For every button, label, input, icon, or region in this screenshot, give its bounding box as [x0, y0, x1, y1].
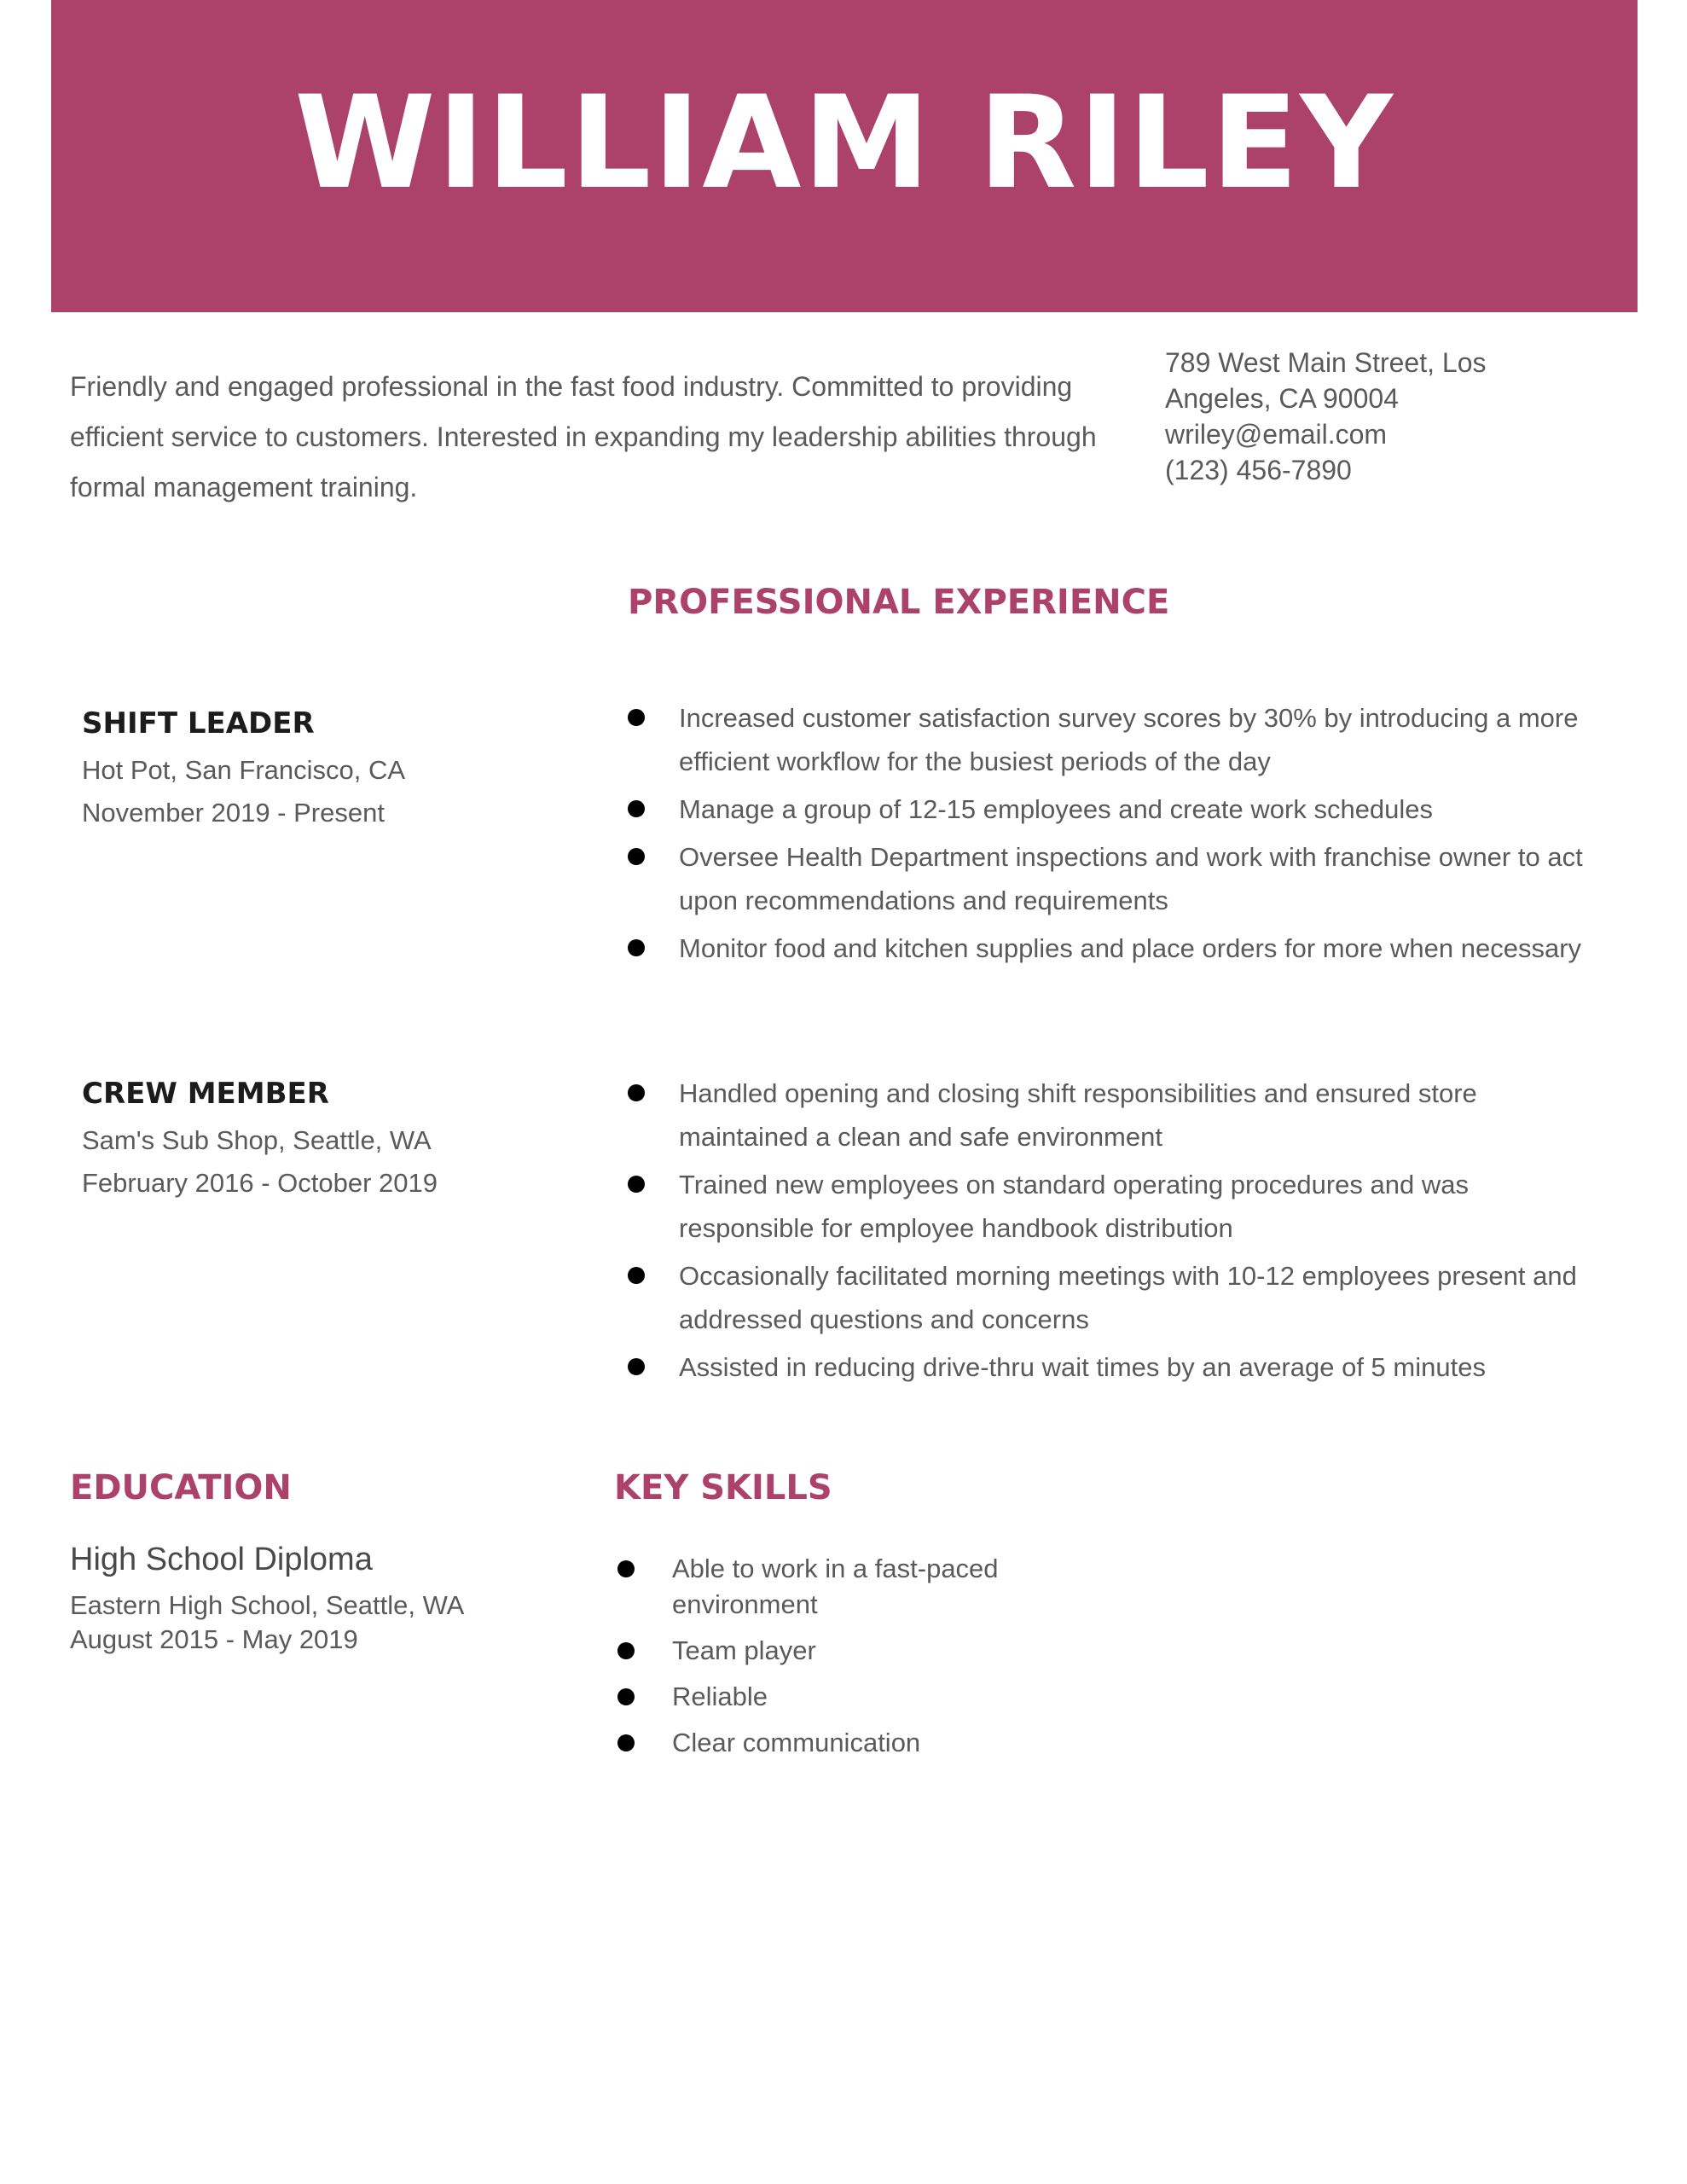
bullet-icon [628, 1176, 645, 1193]
job-title-shift-leader: SHIFT LEADER [82, 706, 315, 741]
phone-number: (123) 456-7890 [1165, 455, 1352, 485]
education-dates: August 2015 - May 2019 [70, 1624, 358, 1654]
list-item: Handled opening and closing shift responsibilities and ensured store maintained a clean and safe environment [624, 1072, 1597, 1159]
education-heading: EDUCATION [70, 1468, 292, 1507]
candidate-name: WILLIAM RILEY [294, 69, 1394, 218]
address-line-2: Angeles, CA 90004 [1165, 383, 1399, 414]
bullet-icon [617, 1560, 635, 1577]
skills-heading: KEY SKILLS [614, 1468, 832, 1507]
education-meta [70, 1589, 464, 1657]
list-item: Oversee Health Department inspections and work with franchise owner to act upon recommendations and requirements [624, 835, 1597, 922]
list-item: Monitor food and kitchen supplies and place orders for more when necessary [624, 926, 1597, 970]
list-item: Increased customer satisfaction survey scores by 30% by introducing a more efficient workflow for the busiest periods of the day [624, 696, 1597, 783]
job-meta-crew-member [82, 1119, 438, 1205]
job-dates: November 2019 - Present [82, 798, 385, 828]
job-company: Sam's Sub Shop, Seattle, WA [82, 1125, 432, 1155]
header-banner [51, 0, 1638, 312]
job-bullets-shift-leader [624, 696, 1597, 974]
job-dates: February 2016 - October 2019 [82, 1168, 438, 1198]
bullet-icon [617, 1688, 635, 1705]
list-item: Team player [614, 1633, 1023, 1669]
bullet-icon [628, 709, 645, 726]
bullet-icon [628, 1084, 645, 1101]
bullet-icon [628, 1267, 645, 1284]
list-item: Clear communication [614, 1725, 1023, 1761]
list-item: Reliable [614, 1679, 1023, 1715]
contact-block [1165, 345, 1523, 488]
list-item: Trained new employees on standard operating procedures and was responsible for employee handbook distribution [624, 1163, 1597, 1250]
skills-list [614, 1551, 1023, 1771]
bullet-icon [617, 1734, 635, 1751]
list-item: Assisted in reducing drive-thru wait times by an average of 5 minutes [624, 1345, 1597, 1389]
professional-summary: Friendly and engaged professional in the fast food industry. Committed to providing efficient service to customers. Interested in expanding my leadership abilities through formal management training. [70, 371, 1097, 502]
list-item: Able to work in a fast-paced environment [614, 1551, 1023, 1623]
bullet-icon [628, 939, 645, 956]
bullet-icon [628, 848, 645, 865]
list-item: Occasionally facilitated morning meetings with 10-12 employees present and addressed questions and concerns [624, 1254, 1597, 1341]
list-item: Manage a group of 12-15 employees and create work schedules [624, 787, 1597, 831]
bullet-icon [628, 800, 645, 817]
email-address: wriley@email.com [1165, 419, 1388, 450]
job-title-crew-member: CREW MEMBER [82, 1077, 329, 1111]
education-school: Eastern High School, Seattle, WA [70, 1590, 465, 1620]
address-line-1: 789 West Main Street, Los [1165, 347, 1487, 378]
job-company: Hot Pot, San Francisco, CA [82, 755, 406, 785]
bullet-icon [617, 1642, 635, 1659]
job-meta-shift-leader [82, 749, 405, 834]
experience-heading: PROFESSIONAL EXPERIENCE [628, 583, 1170, 622]
bullet-icon [628, 1358, 645, 1375]
education-degree: High School Diploma [70, 1542, 373, 1577]
job-bullets-crew-member [624, 1072, 1597, 1393]
